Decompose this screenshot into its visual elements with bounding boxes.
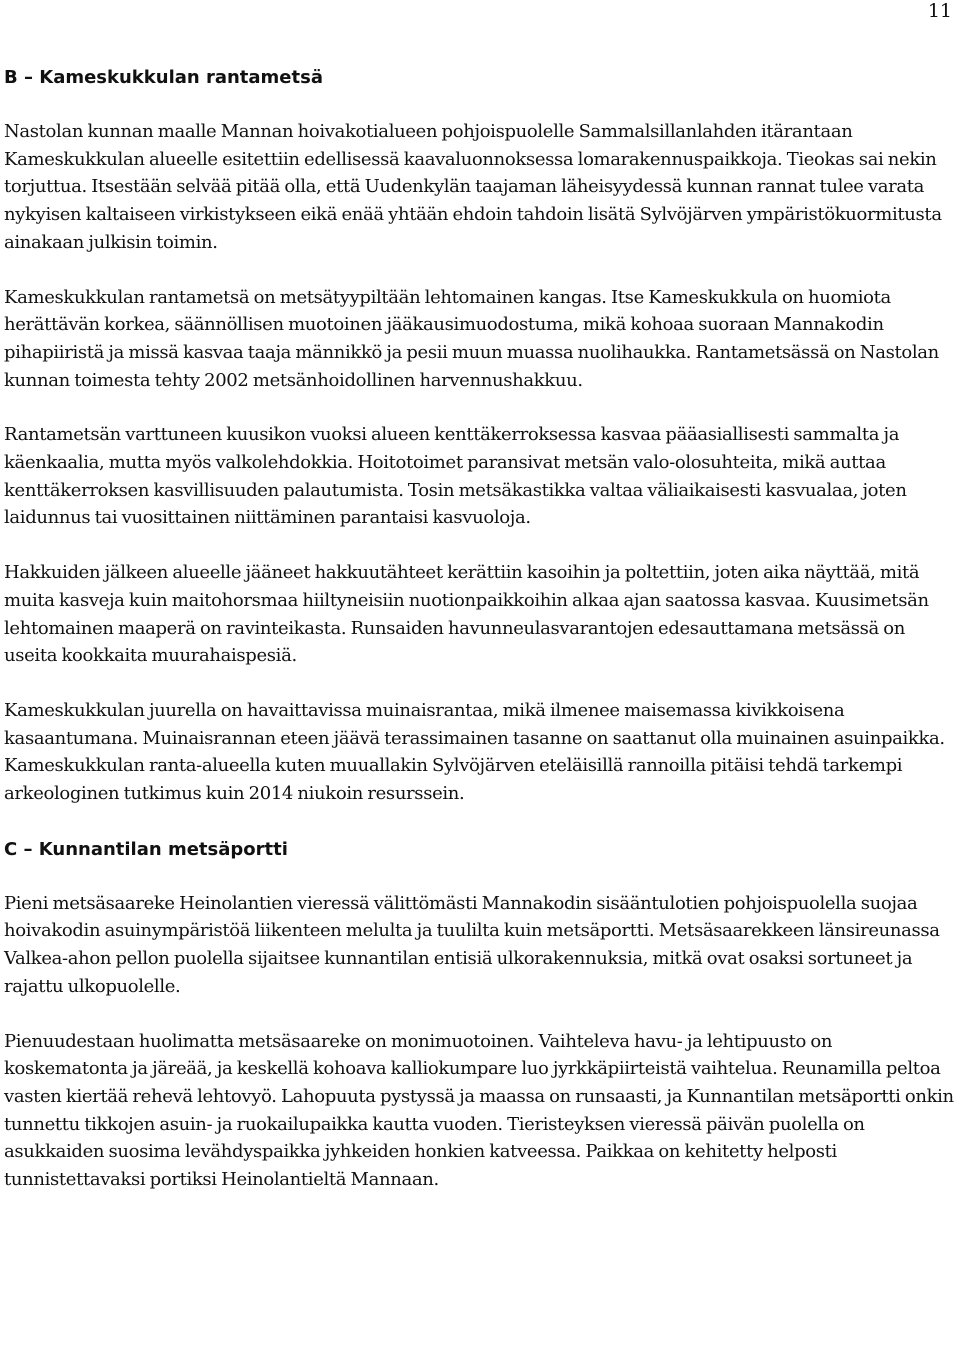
section-b-paragraph-3: Rantametsän varttuneen kuusikon vuoksi alueen kenttäkerroksessa kasvaa pääasiallisesti sammalta ja käenkaalia, mutta myös valkolehdokkia. Hoitotoimet paransivat metsän valo-olosuhteita, mikä auttaa kenttäkerroksen kasvillisuuden palautumista. Tosin metsäkastikka valtaa väliaikaisesti kasvualaa, joten laidunnus tai vuosittainen niittäminen parantaisi kasvuoloja.	[4, 424, 907, 529]
section-c-paragraph-1: Pieni metsäsaareke Heinolantien vieressä välittömästi Mannakodin sisääntulotien pohjoispuolella suojaa hoivakodin asuinympäristöä liikenteen melulta ja tuulilta kuin metsäportti. Metsäsaarekkeen länsireunassa Valkea-ahon pellon puolella sijaitsee kunnantilan entisiä ulkorakennuksia, mitkä ovat osaksi sortuneet ja rajattu ulkopuolelle.	[4, 892, 940, 997]
section-c-heading: C – Kunnantilan metsäportti	[4, 838, 288, 860]
section-b-paragraph-2: Kameskukkulan rantametsä on metsätyypiltään lehtomainen kangas. Itse Kameskukkula on huomiota herättävän korkea, säännöllisen muotoinen jääkausimuodostuma, mikä kohoaa suoraan Mannakodin pihapiiristä ja missä kasvaa taaja männikkö ja pesii muun muassa nuolihaukka. Rantametsässä on Nastolan kunnan toimesta tehty 2002 metsänhoidollinen harvennushakkuu.	[4, 286, 939, 391]
section-b-paragraph-5: Kameskukkulan juurella on havaittavissa muinaisrantaa, mikä ilmenee maisemassa kivikkoisena kasaantumana. Muinaisrannan eteen jäävä terassimainen tasanne on saattanut olla muinainen asuinpaikka. Kameskukkulan ranta-alueella kuten muuallakin Sylvöjärven eteläisillä rannoilla pitäisi tehdä tarkempi arkeologinen tutkimus kuin 2014 niukoin resurssein.	[4, 699, 945, 805]
section-b-heading: B – Kameskukkulan rantametsä	[4, 67, 323, 88]
section-c-paragraph-2: Pienuudestaan huolimatta metsäsaareke on monimuotoinen. Vaihteleva havu- ja lehtipuusto on koskematonta ja järeää, ja keskellä kohoava kalliokumpare luo jyrkkäpiirteistä vaihtelua. Reunamilla peltoa vasten kiertää rehevä lehtovyö. Lahopuuta pystyssä ja maassa on runsaasti, ja Kunnantilan metsäportti onkin tunnettu tikkojen asuin- ja ruokailupaikka kautta vuoden. Tieristeyksen vieressä päivän puolella on asukkaiden suosima levähdyspaikka jyhkeiden honkien katveessa. Paikkaa on kehitetty helposti tunnistettavaksi portiksi Heinolantieltä Mannaan.	[4, 1030, 954, 1191]
section-b-paragraph-1: Nastolan kunnan maalle Mannan hoivakotialueen pohjoispuolelle Sammalsillanlahden itärantaan Kameskukkulan alueelle esitettiin edellisessä kaavaluonnoksessa lomarakennuspaikkoja. Tieokas sai nekin torjuttua. Itsestään selvää pitää olla, että Uudenkylän taajaman läheisyydessä kunnan rannat tulee varata nykyisen kaltaiseen virkistykseen eikä enää yhtään ehdoin tahdoin lisätä Sylvöjärven ympäristökuormitusta ainakaan julkisin toimin.	[4, 121, 942, 253]
page-number: 11	[927, 0, 952, 22]
section-b-paragraph-4: Hakkuiden jälkeen alueelle jääneet hakkuutähteet kerättiin kasoihin ja poltettiin, joten aika näyttää, mitä muita kasveja kuin maitohorsmaa hiiltyneisiin nuotionpaikkoihin alkaa ajan saatossa kasvaa. Kuusimetsän lehtomainen maaperä on ravinteikasta. Runsaiden havunneulasvarantojen edesauttamana metsässä on useita kookkaita muurahaispesiä.	[4, 562, 929, 667]
document-body	[4, 64, 956, 1221]
